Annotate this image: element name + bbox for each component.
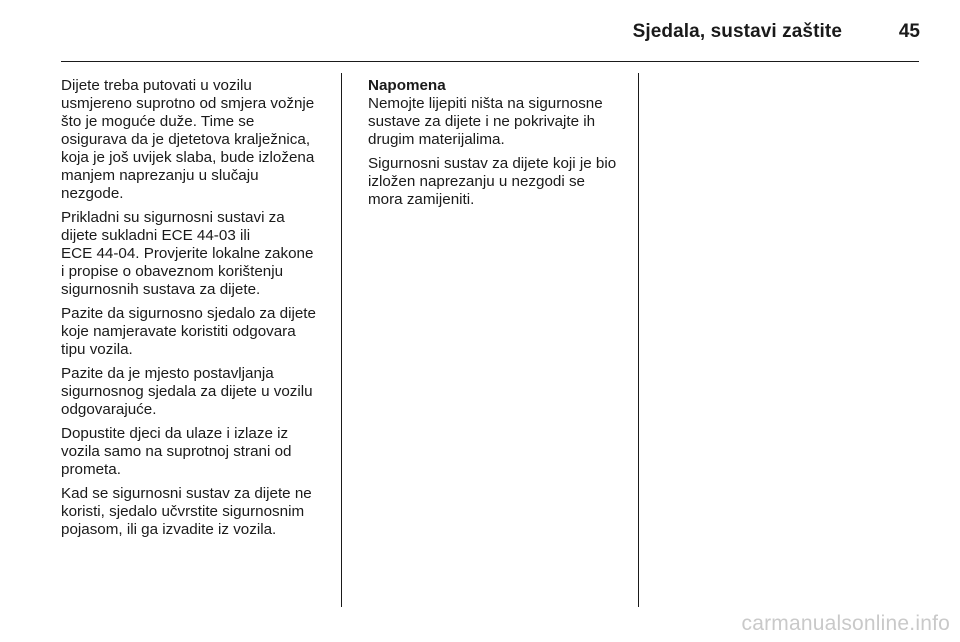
paragraph — [61, 365, 337, 419]
text-line: Dijete treba putovati u vozilu — [61, 77, 252, 94]
text-line: Nemojte lijepiti ništa na sigurnosne — [368, 95, 603, 112]
text-line: Pazite da sigurnosno sjedalo za dijete — [61, 305, 316, 322]
text-line: odgovarajuće. — [61, 401, 157, 418]
text-line: sigurnosnog sjedala za dijete u vozilu — [61, 383, 313, 400]
paragraph — [368, 95, 634, 149]
text-line: i propise o obaveznom korištenju — [61, 263, 284, 280]
column-divider-right — [638, 73, 639, 607]
column-divider-left — [341, 73, 342, 607]
text-line: usmjereno suprotno od smjera vožnje — [61, 95, 315, 112]
page-header — [0, 0, 960, 62]
text-line: Dopustite djeci da ulaze i izlaze iz — [61, 425, 289, 442]
text-line: izložen naprezanju u nezgodi se — [368, 173, 585, 190]
paragraph — [61, 305, 337, 359]
text-line: koja je još uvijek slaba, bude izložena — [61, 149, 315, 166]
header-divider — [61, 61, 919, 62]
paragraph — [61, 425, 337, 479]
page-title: Sjedala, sustavi zaštite — [632, 21, 842, 42]
text-column-1 — [61, 77, 337, 545]
watermark-text: carmanualsonline.info — [741, 612, 950, 635]
text-line: sigurnosnih sustava za dijete. — [61, 281, 261, 298]
text-line: prometa. — [61, 461, 121, 478]
paragraph — [61, 485, 337, 539]
text-line: koristi, sjedalo učvrstite sigurnosnim — [61, 503, 305, 520]
text-column-2 — [368, 77, 634, 215]
text-line: nezgode. — [61, 185, 124, 202]
note-label: Napomena — [368, 77, 446, 94]
text-line: Kad se sigurnosni sustav za dijete ne — [61, 485, 312, 502]
text-line: manjem naprezanju u slučaju — [61, 167, 259, 184]
text-line: pojasom, ili ga izvadite iz vozila. — [61, 521, 277, 538]
page-number: 45 — [898, 21, 920, 42]
text-line: sustave za dijete i ne pokrivajte ih — [368, 113, 596, 130]
text-line: mora zamijeniti. — [368, 191, 475, 208]
text-line: Sigurnosni sustav za dijete koji je bio — [368, 155, 617, 172]
text-line: koje namjeravate koristiti odgovara — [61, 323, 296, 340]
text-line: Pazite da je mjesto postavljanja — [61, 365, 274, 382]
text-line: Prikladni su sigurnosni sustavi za — [61, 209, 285, 226]
text-line: osigurava da je djetetova kralježnica, — [61, 131, 311, 148]
text-line: ECE 44-04. Provjerite lokalne zakone — [61, 245, 314, 262]
paragraph — [368, 155, 634, 209]
text-line: tipu vozila. — [61, 341, 133, 358]
paragraph — [61, 77, 337, 203]
paragraph — [61, 209, 337, 299]
text-line: drugim materijalima. — [368, 131, 505, 148]
text-line: vozila samo na suprotnoj strani od — [61, 443, 292, 460]
text-line: dijete sukladni ECE 44-03 ili — [61, 227, 251, 244]
text-line: što je moguće duže. Time se — [61, 113, 255, 130]
